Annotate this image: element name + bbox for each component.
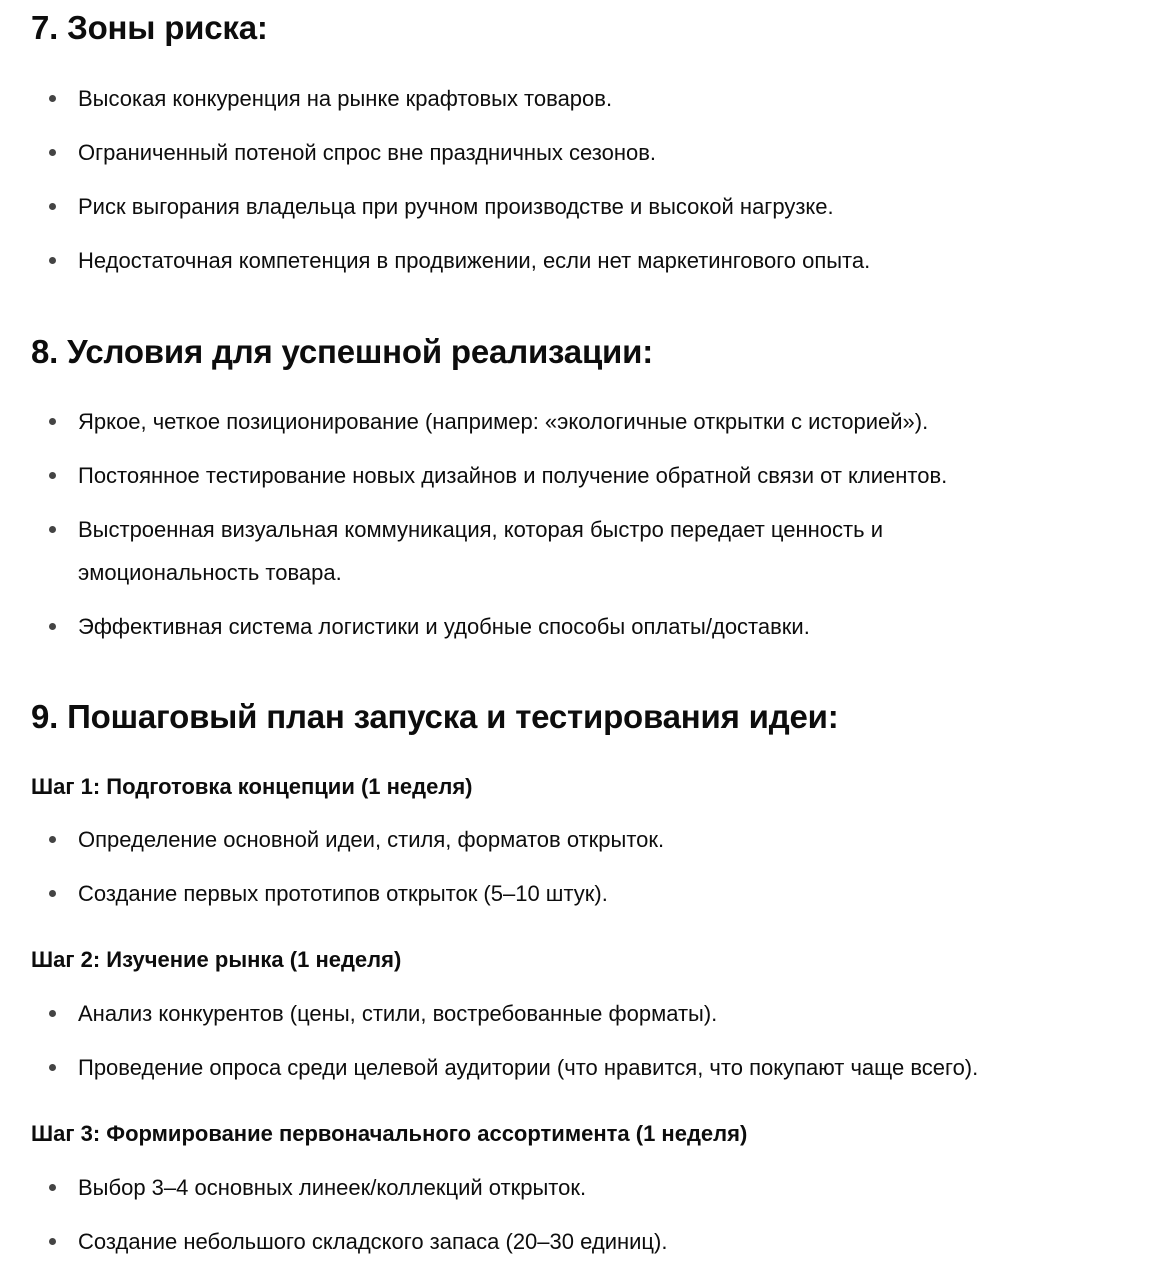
list-item: Создание первых прототипов открыток (5–10 штук). [0, 872, 1058, 915]
bullet-icon [49, 1184, 56, 1191]
bullet-icon [49, 623, 56, 630]
bullet-icon [49, 1064, 56, 1071]
section-7-list [0, 77, 1149, 282]
list-item: Недостаточная компетенция в продвижении, если нет маркетингового опыта. [0, 239, 1058, 282]
list-item: Определение основной идеи, стиля, форматов открыток. [0, 818, 1058, 861]
bullet-icon [49, 472, 56, 479]
list-item: Эффективная система логистики и удобные способы оплаты/доставки. [0, 605, 1058, 648]
step-2-heading: Шаг 2: Изучение рынка (1 неделя) [31, 947, 402, 972]
step-1-list [0, 818, 1149, 915]
bullet-icon [49, 418, 56, 425]
step-3-list [0, 1166, 1149, 1263]
bullet-icon [49, 836, 56, 843]
list-item: Выбор 3–4 основных линеек/коллекций открыток. [0, 1166, 1058, 1209]
bullet-icon [49, 526, 56, 533]
step-1-heading: Шаг 1: Подготовка концепции (1 неделя) [31, 774, 473, 799]
bullet-icon [49, 1010, 56, 1017]
bullet-icon [49, 890, 56, 897]
section-8-list [0, 400, 1149, 648]
bullet-icon [49, 257, 56, 264]
list-item: Ограниченный потеной спрос вне праздничных сезонов. [0, 131, 1058, 174]
step-3-heading: Шаг 3: Формирование первоначального ассортимента (1 неделя) [31, 1121, 748, 1146]
list-item: Яркое, четкое позиционирование (например: «экологичные открытки с историей»). [0, 400, 1058, 443]
section-9-heading: 9. Пошаговый план запуска и тестирования идеи: [31, 698, 839, 735]
list-item: Выстроенная визуальная коммуникация, которая быстро передает ценность и эмоциональность товара. [0, 508, 1058, 594]
bullet-icon [49, 203, 56, 210]
list-item: Риск выгорания владельца при ручном производстве и высокой нагрузке. [0, 185, 1058, 228]
list-item: Высокая конкуренция на рынке крафтовых товаров. [0, 77, 1058, 120]
list-item: Постоянное тестирование новых дизайнов и получение обратной связи от клиентов. [0, 454, 1058, 497]
bullet-icon [49, 1238, 56, 1245]
step-2-list [0, 992, 1149, 1089]
list-item: Проведение опроса среди целевой аудитории (что нравится, что покупают чаще всего). [0, 1046, 1058, 1089]
bullet-icon [49, 149, 56, 156]
bullet-icon [49, 95, 56, 102]
section-7-heading: 7. Зоны риска: [31, 9, 268, 46]
list-item: Создание небольшого складского запаса (20–30 единиц). [0, 1220, 1058, 1263]
list-item: Анализ конкурентов (цены, стили, востребованные форматы). [0, 992, 1058, 1035]
section-8-heading: 8. Условия для успешной реализации: [31, 333, 654, 370]
